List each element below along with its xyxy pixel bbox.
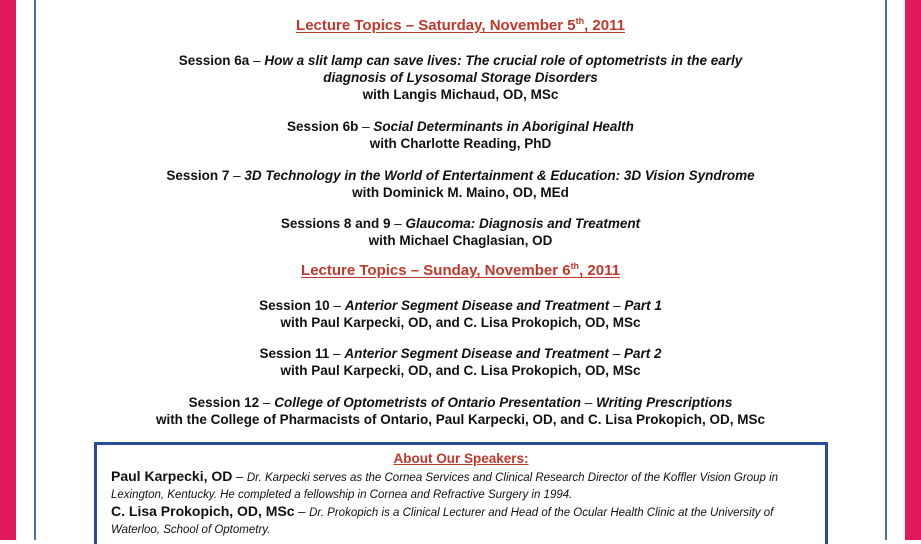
session-label: Session 10	[259, 298, 330, 313]
speaker-bio-karpecki	[111, 468, 811, 503]
speakers-box	[94, 442, 828, 544]
session-presenter: with the College of Pharmacists of Ontario, Paul Karpecki, OD, and C. Lisa Prokopich, OD, MSc	[155, 412, 766, 427]
dash: –	[612, 346, 621, 361]
session-7	[60, 167, 861, 201]
saturday-heading	[60, 17, 861, 35]
session-label: Session 6a	[178, 53, 250, 68]
session-title: College of Optometrists of Ontario Presentation	[274, 395, 582, 410]
dash: –	[262, 395, 271, 410]
session-line	[60, 215, 861, 232]
session-part: Part 1	[624, 298, 662, 313]
speaker-description: Dr. Prokopich is a Clinical Lecturer and Head of the Ocular Health Clinic at the University of Waterloo, School of Optometry.	[111, 507, 774, 536]
speaker-description: Dr. Karpecki serves as the Cornea Services and Clinical Research Director of the Koffler Vision Group in Lexington, Kentucky. He completed a fellowship in Cornea and Refractive Surgery in 1994.	[111, 472, 779, 501]
session-title: How a slit lamp can save lives: The crucial role of optometrists in the early	[264, 53, 743, 68]
dash: –	[362, 119, 370, 134]
speakers-title: About Our Speakers:	[393, 451, 529, 466]
session-line	[60, 394, 861, 411]
session-6a	[60, 52, 861, 103]
session-label: Session 12	[188, 395, 260, 410]
session-part: Part 2	[623, 346, 662, 361]
dash: –	[236, 469, 244, 484]
dash: –	[233, 168, 241, 183]
dash: –	[253, 53, 261, 68]
left-frame-border	[0, 0, 16, 540]
sunday-heading	[60, 262, 861, 280]
saturday-heading-year: , 2011	[584, 17, 625, 34]
session-presenter: with Michael Chaglasian, OD	[368, 233, 553, 248]
session-title: Social Determinants in Aboriginal Health	[373, 119, 634, 134]
session-presenter: with Dominick M. Maino, OD, MEd	[352, 185, 569, 200]
session-line	[60, 297, 861, 314]
speaker-name: Paul Karpecki, OD	[111, 468, 233, 484]
session-11	[60, 345, 861, 379]
saturday-heading-sup: th	[575, 16, 585, 26]
dash: –	[333, 298, 341, 313]
session-presenter: with Charlotte Reading, PhD	[369, 136, 552, 151]
session-line	[60, 167, 861, 184]
session-line	[60, 118, 861, 135]
session-10	[60, 297, 861, 331]
session-title-line2: diagnosis of Lysosomal Storage Disorders	[323, 70, 598, 85]
sunday-heading-year: , 2011	[579, 262, 620, 279]
dash: –	[584, 395, 593, 410]
session-part: Writing Prescriptions	[596, 395, 733, 410]
right-rule-line	[885, 0, 887, 540]
session-presenter: with Paul Karpecki, OD, and C. Lisa Prokopich, OD, MSc	[280, 315, 641, 330]
session-title: 3D Technology in the World of Entertainment & Education: 3D Vision Syndrome	[244, 168, 755, 183]
session-6b	[60, 118, 861, 152]
left-rule-line	[34, 0, 36, 540]
session-8-9	[60, 215, 861, 249]
session-title: Anterior Segment Disease and Treatment	[344, 346, 609, 361]
dash: –	[394, 216, 402, 231]
sunday-heading-sup: th	[570, 261, 580, 271]
session-label: Session 7	[166, 168, 230, 183]
speaker-bio-prokopich	[111, 503, 811, 538]
session-label: Session 11	[259, 346, 330, 361]
speaker-name: C. Lisa Prokopich, OD, MSc	[111, 503, 295, 519]
session-label: Session 6b	[287, 119, 359, 134]
session-12	[60, 394, 861, 428]
session-presenter: with Paul Karpecki, OD, and C. Lisa Prokopich, OD, MSc	[280, 363, 641, 378]
saturday-heading-text: Lecture Topics – Saturday, November 5	[296, 17, 576, 34]
right-frame-border	[905, 0, 921, 540]
session-presenter: with Langis Michaud, OD, MSc	[362, 87, 559, 102]
dash: –	[613, 298, 621, 313]
dash: –	[333, 346, 341, 361]
session-title: Glaucoma: Diagnosis and Treatment	[405, 216, 641, 231]
session-line	[60, 345, 861, 362]
dash: –	[298, 504, 306, 519]
session-title: Anterior Segment Disease and Treatment	[344, 298, 610, 313]
session-label: Sessions 8 and 9	[280, 216, 391, 231]
session-line	[60, 52, 861, 69]
sunday-heading-text: Lecture Topics – Sunday, November 6	[301, 262, 571, 279]
